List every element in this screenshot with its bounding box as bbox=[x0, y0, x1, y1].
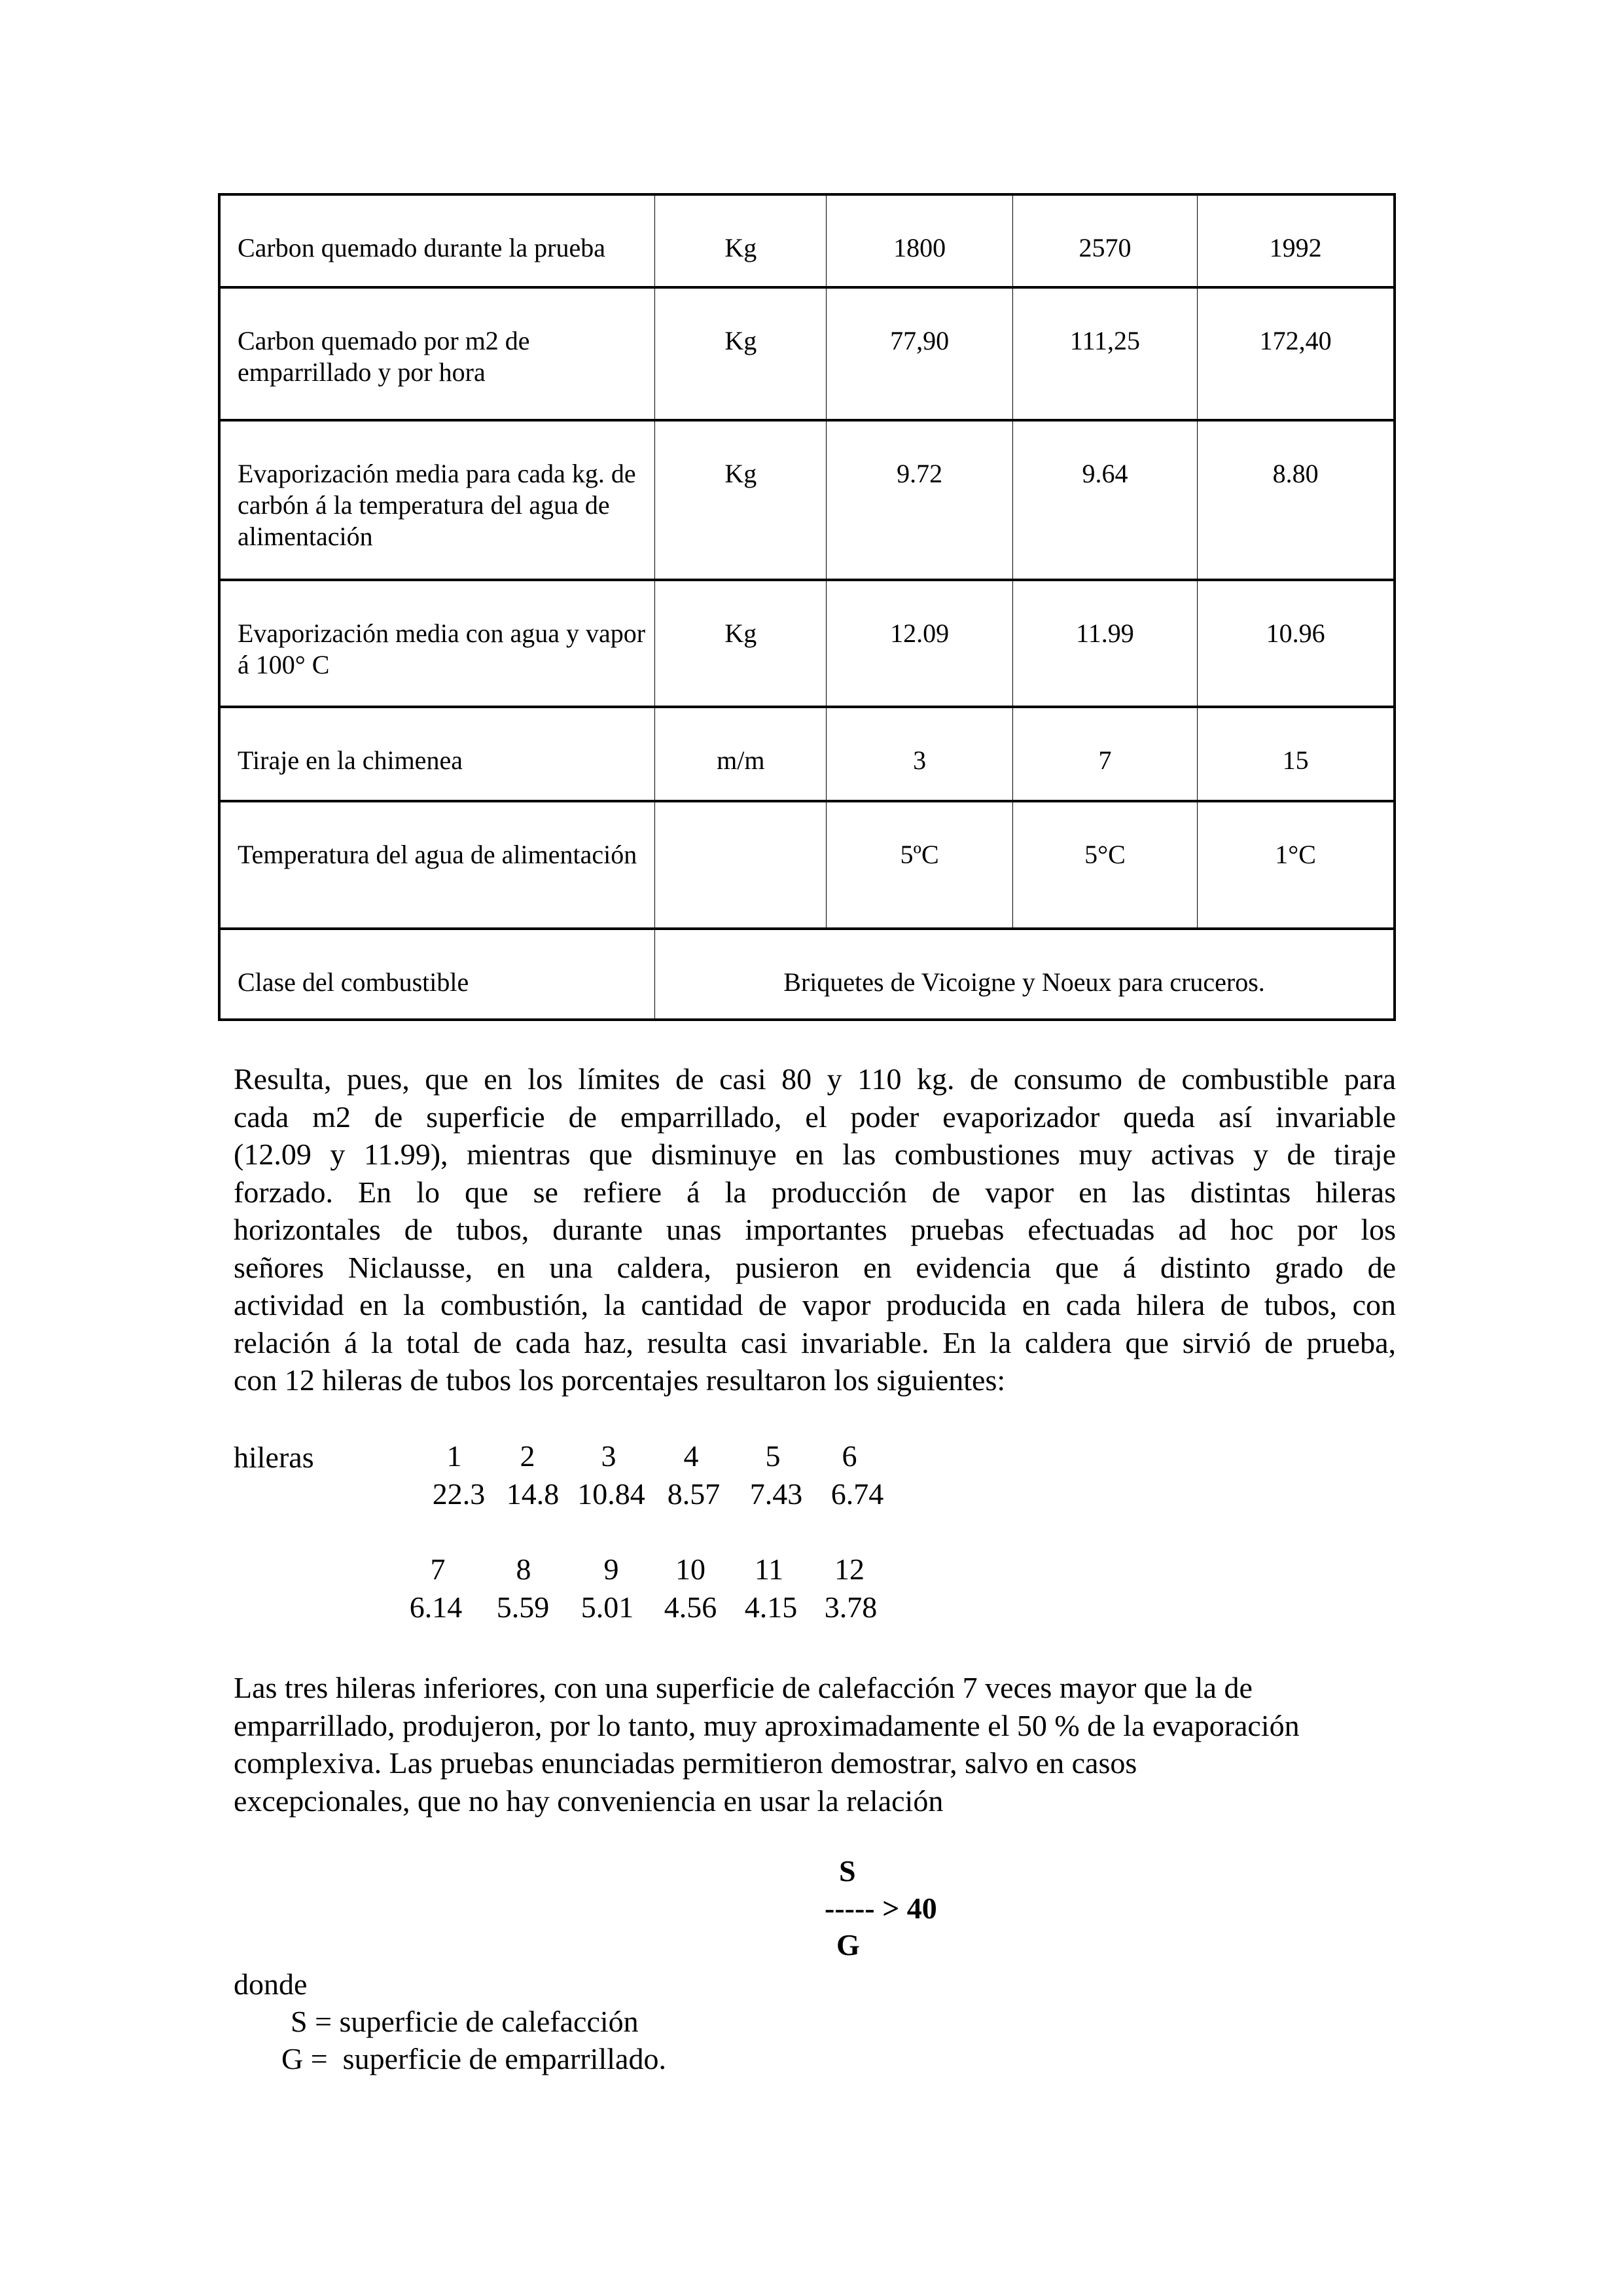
hilera-percent: 6.74 bbox=[830, 1477, 884, 1511]
hilera-percent: 5.59 bbox=[496, 1590, 550, 1624]
hilera-percent: 10.84 bbox=[577, 1477, 645, 1511]
value-cell: 9.64 bbox=[1012, 420, 1197, 580]
unit-cell: Kg bbox=[655, 194, 827, 287]
hilera-percent: 4.56 bbox=[664, 1590, 717, 1624]
table-row bbox=[219, 287, 1395, 420]
boiler-test-table bbox=[218, 193, 1396, 1021]
row-label: Tiraje en la chimenea bbox=[219, 707, 655, 801]
hilera-number: 6 bbox=[842, 1439, 857, 1473]
value-cell: 9.72 bbox=[827, 420, 1012, 580]
value-cell: 1°C bbox=[1198, 801, 1395, 929]
definition-s: S = superficie de calefacción bbox=[291, 2005, 639, 2038]
hilera-number: 8 bbox=[516, 1552, 531, 1586]
text-line: excepcionales, que no hay conveniencia en usar la relación bbox=[234, 1784, 944, 1818]
formula-denominator: G bbox=[836, 1928, 860, 1962]
text-line: emparrillado, produjeron, por lo tanto, muy aproximadamente el 50 % de la evaporación bbox=[234, 1708, 1300, 1742]
value-cell: 8.80 bbox=[1198, 420, 1395, 580]
text-line: relación á la total de cada haz, resulta casi invariable. En la caldera que sirvió de prueba, bbox=[234, 1325, 1396, 1359]
table-row bbox=[219, 194, 1395, 287]
hilera-percent: 14.8 bbox=[506, 1477, 560, 1511]
row-label: Evaporización media con agua y vapor á 100° C bbox=[219, 580, 655, 707]
row-label: Carbon quemado por m2 de emparrillado y por hora bbox=[219, 287, 655, 420]
unit-cell: Kg bbox=[655, 420, 827, 580]
text-line: cada m2 de superficie de emparrillado, el poder evaporizador queda así invariable bbox=[234, 1100, 1396, 1134]
text-line: complexiva. Las pruebas enunciadas permitieron demostrar, salvo en casos bbox=[234, 1746, 1137, 1780]
unit-cell: Kg bbox=[655, 287, 827, 420]
hilera-percent: 22.3 bbox=[432, 1477, 486, 1511]
definition-g: G = superficie de emparrillado. bbox=[281, 2042, 666, 2075]
hilera-number: 11 bbox=[754, 1552, 784, 1586]
hilera-percent: 4.15 bbox=[744, 1590, 798, 1624]
value-cell: 10.96 bbox=[1198, 580, 1395, 707]
value-cell: 77,90 bbox=[827, 287, 1012, 420]
value-cell: 5°C bbox=[1012, 801, 1197, 929]
text-line: Las tres hileras inferiores, con una superficie de calefacción 7 veces mayor que la de bbox=[234, 1671, 1253, 1704]
definitions-intro: donde bbox=[234, 1967, 308, 2001]
table-row bbox=[219, 707, 1395, 801]
value-cell: 11.99 bbox=[1012, 580, 1197, 707]
value-cell: 15 bbox=[1198, 707, 1395, 801]
value-cell: 1992 bbox=[1198, 194, 1395, 287]
value-cell: 1800 bbox=[827, 194, 1012, 287]
unit-cell: m/m bbox=[655, 707, 827, 801]
formula-fraction-bar: ----- > 40 bbox=[825, 1892, 937, 1925]
hilera-percent: 3.78 bbox=[824, 1590, 878, 1624]
text-line: actividad en la combustión, la cantidad de vapor producida en cada hilera de tubos, con bbox=[234, 1288, 1396, 1321]
text-line: horizontales de tubos, durante unas importantes pruebas efectuadas ad hoc por los bbox=[234, 1213, 1396, 1246]
text-line: con 12 hileras de tubos los porcentajes resultaron los siguientes: bbox=[234, 1363, 1006, 1397]
hilera-percent: 6.14 bbox=[409, 1590, 463, 1624]
paragraph-results bbox=[234, 1060, 1396, 1399]
hilera-number: 4 bbox=[683, 1439, 699, 1473]
formula-numerator: S bbox=[839, 1854, 856, 1888]
fuel-type-cell: Briquetes de Vicoigne y Noeux para cruceros. bbox=[655, 929, 1395, 1020]
text-line: señores Niclausse, en una caldera, pusieron en evidencia que á distinto grado de bbox=[234, 1250, 1396, 1284]
value-cell: 5ºC bbox=[827, 801, 1012, 929]
row-label: Carbon quemado durante la prueba bbox=[219, 194, 655, 287]
hilera-percent: 7.43 bbox=[749, 1477, 803, 1511]
hileras-label: hileras bbox=[234, 1441, 314, 1474]
value-cell: 172,40 bbox=[1198, 287, 1395, 420]
table-row bbox=[219, 580, 1395, 707]
table-row-fuel bbox=[219, 929, 1395, 1020]
hilera-number: 3 bbox=[601, 1439, 616, 1473]
hilera-number: 1 bbox=[446, 1439, 462, 1473]
hilera-number: 5 bbox=[765, 1439, 781, 1473]
hilera-number: 2 bbox=[520, 1439, 535, 1473]
unit-cell: Kg bbox=[655, 580, 827, 707]
text-line: Resulta, pues, que en los límites de casi 80 y 110 kg. de consumo de combustible para bbox=[234, 1062, 1396, 1096]
text-line: (12.09 y 11.99), mientras que disminuye en las combustiones muy activas y de tiraje bbox=[234, 1138, 1396, 1171]
paragraph-conclusion bbox=[234, 1669, 1396, 1820]
unit-cell bbox=[655, 801, 827, 929]
value-cell: 2570 bbox=[1012, 194, 1197, 287]
hilera-number: 7 bbox=[430, 1552, 446, 1586]
row-label: Evaporización media para cada kg. de carbón á la temperatura del agua de alimentación bbox=[219, 420, 655, 580]
table-row bbox=[219, 801, 1395, 929]
value-cell: 3 bbox=[827, 707, 1012, 801]
text-line: forzado. En lo que se refiere á la producción de vapor en las distintas hileras bbox=[234, 1175, 1396, 1209]
hilera-number: 12 bbox=[834, 1552, 865, 1586]
hilera-percent: 8.57 bbox=[667, 1477, 721, 1511]
value-cell: 111,25 bbox=[1012, 287, 1197, 420]
value-cell: 7 bbox=[1012, 707, 1197, 801]
table-row bbox=[219, 420, 1395, 580]
value-cell: 12.09 bbox=[827, 580, 1012, 707]
hilera-percent: 5.01 bbox=[580, 1590, 634, 1624]
hilera-number: 10 bbox=[675, 1552, 705, 1586]
row-label: Temperatura del agua de alimentación bbox=[219, 801, 655, 929]
hilera-number: 9 bbox=[603, 1552, 619, 1586]
row-label: Clase del combustible bbox=[219, 929, 655, 1020]
